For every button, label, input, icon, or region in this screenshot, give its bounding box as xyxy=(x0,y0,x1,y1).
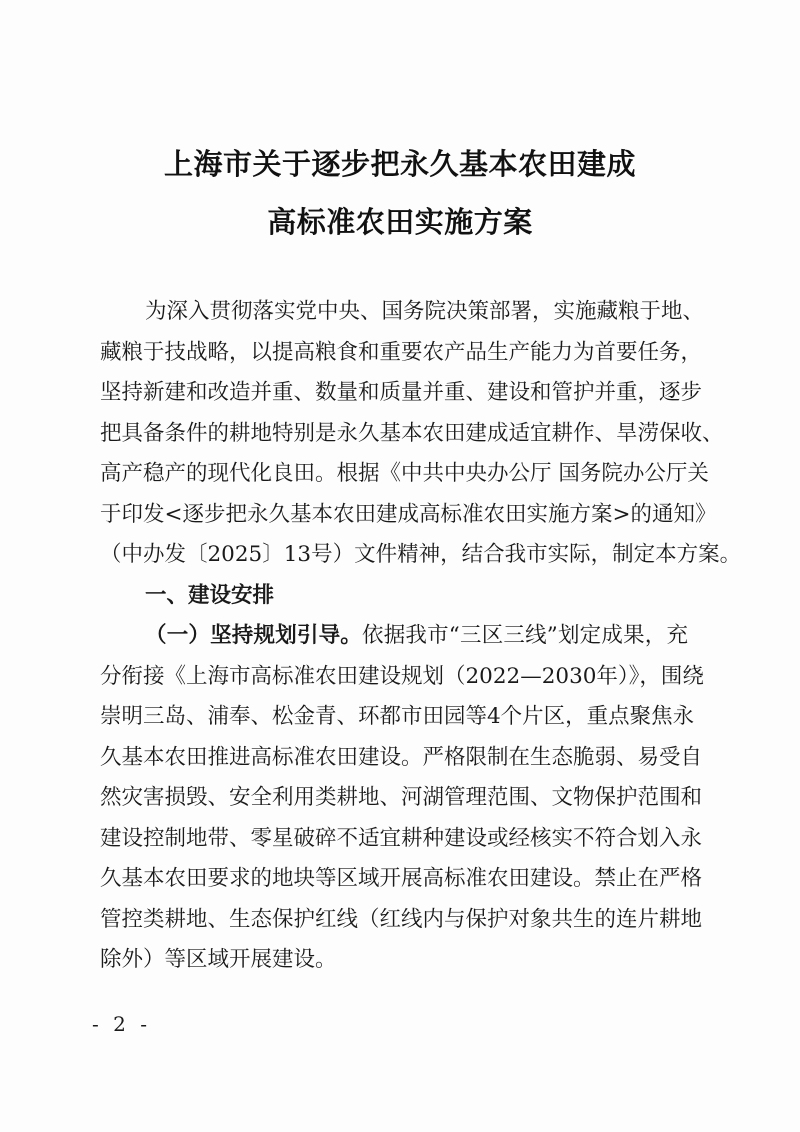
section-heading: 一、建设安排 xyxy=(145,582,275,608)
subsection-line: 久基本农田推进高标准农田建设。严格限制在生态脆弱、易受自 xyxy=(100,744,703,770)
subsection-line: 建设控制地带、零星破碎不适宜耕种建设或经核实不符合划入永 xyxy=(100,825,703,851)
subsection-line: 然灾害损毁、安全利用类耕地、河湖管理范围、文物保护范围和 xyxy=(100,785,703,810)
subsection-line: 分衔接《上海市高标准农田建设规划（2022—2030年）》，围绕 xyxy=(100,663,704,689)
intro-line: 于印发<逐步把永久基本农田建成高标准农田实施方案>的通知》 xyxy=(100,501,717,527)
document-body xyxy=(100,292,742,981)
subsection-line: 久基本农田要求的地块等区域开展高标准农田建设。禁止在严格 xyxy=(100,866,703,891)
intro-line: 坚持新建和改造并重、数量和质量并重、建设和管护并重，逐步 xyxy=(100,380,703,405)
document-title-line-1: 上海市关于逐步把永久基本农田建成 xyxy=(163,147,636,181)
page-number: - 2 - xyxy=(92,1012,151,1036)
subsection-first-line-text: 依据我市“三区三线”划定成果，充 xyxy=(362,623,688,648)
subsection-line: 除外）等区域开展建设。 xyxy=(100,947,337,972)
subsection-line: 管控类耕地、生态保护红线（红线内与保护对象共生的连片耕地 xyxy=(100,906,703,932)
intro-line: 为深入贯彻落实党中央、国务院决策部署，实施藏粮于地、 xyxy=(145,299,705,324)
subsection-line: 崇明三岛、浦奉、松金青、环都市田园等4个片区，重点聚焦永 xyxy=(100,704,695,729)
subsection-lead: （一）坚持规划引导。 xyxy=(145,623,362,648)
intro-line: 高产稳产的现代化良田。根据《中共中央办公厅 国务院办公厅关 xyxy=(100,461,709,486)
document-title-line-2: 高标准农田实施方案 xyxy=(267,205,533,239)
intro-line: （中办发〔2025〕13号）文件精神，结合我市实际，制定本方案。 xyxy=(100,542,742,567)
intro-line: 把具备条件的耕地特别是永久基本农田建成适宜耕作、旱涝保收、 xyxy=(100,420,724,446)
subsection-first-line xyxy=(100,616,688,657)
intro-line: 藏粮于技战略，以提高粮食和重要农产品生产能力为首要任务， xyxy=(100,339,703,365)
